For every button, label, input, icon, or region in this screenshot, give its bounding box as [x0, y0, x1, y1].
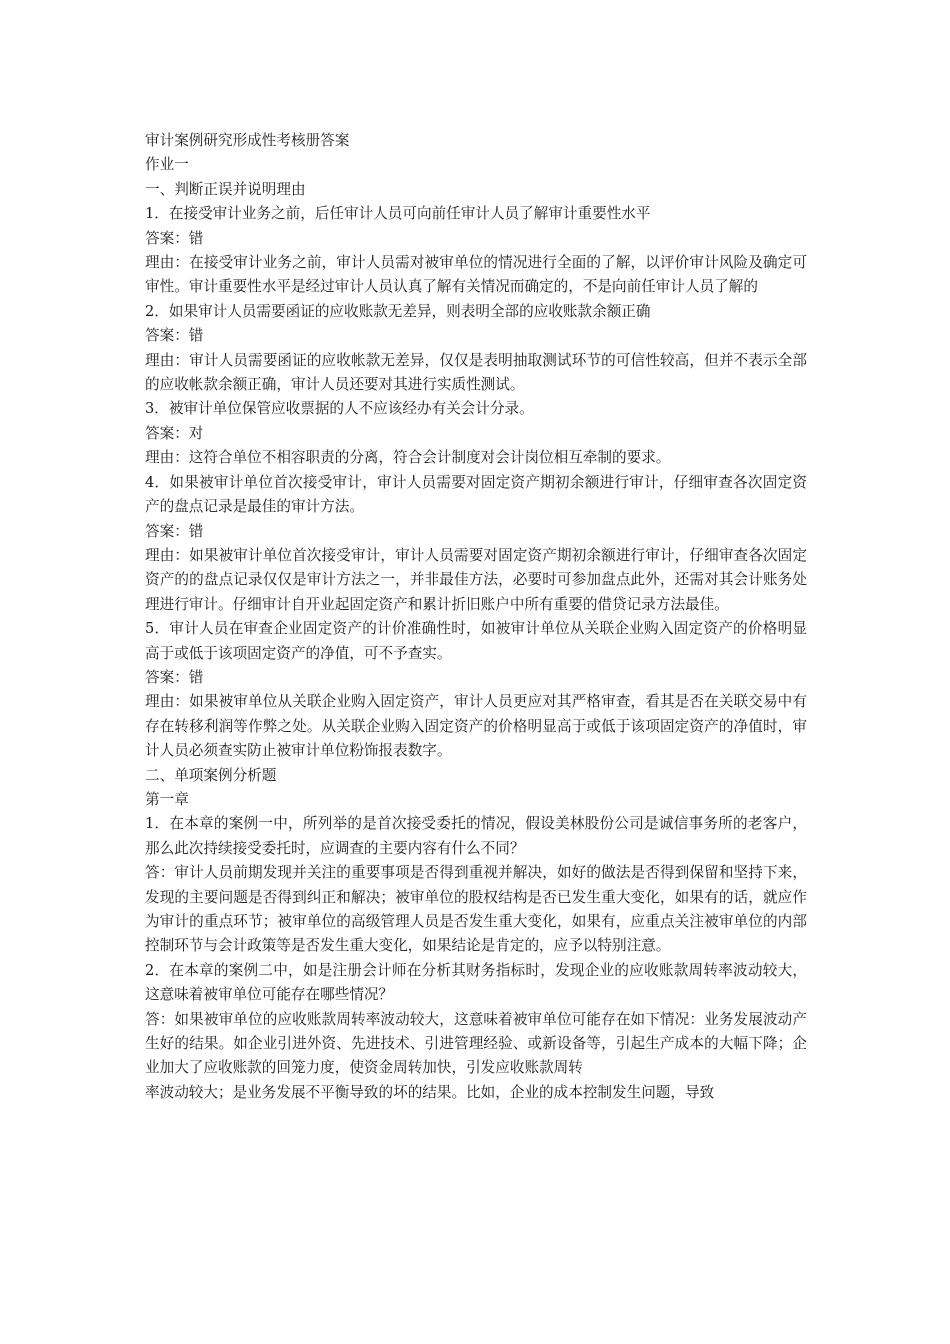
case-question-2: 2．在本章的案例二中，如是注册会计师在分析其财务指标时，发现企业的应收账款周转率波动较大，这意味着被审单位可能存在哪些情况？ [145, 961, 807, 1004]
answer-3: 答案：对 [145, 424, 204, 442]
assignment-heading: 作业一 [145, 156, 189, 174]
answer-5: 答案：错 [145, 668, 204, 686]
answer-2: 答案：错 [145, 327, 204, 345]
chapter-heading: 第一章 [145, 790, 189, 808]
question-3: 3．被审计单位保管应收票据的人不应该经办有关会计分录。 [145, 400, 534, 418]
document-title: 审计案例研究形成性考核册答案 [145, 132, 350, 149]
reason-4: 理由：如果被审计单位首次接受审计，审计人员需要对固定资产期初余额进行审计，仔细审查各次固定资产的的盘点记录仅仅是审计方法之一，并非最佳方法，必要时可参加盘点此外，还需对其会计账务处理进行审计。仔细审计自开业起固定资产和累计折旧账户中所有重要的借贷记录方法最佳。 [145, 546, 807, 613]
case-answer-1: 答：审计人员前期发现并关注的重要事项是否得到重视并解决，如好的做法是否得到保留和坚持下来，发现的主要问题是否得到纠正和解决；被审单位的股权结构是否已发生重大变化，如果有的话，就应作为审计的重点环节；被审单位的高级管理人员是否发生重大变化，如果有，应重点关注被审单位的内部控制环节与会计政策等是否发生重大变化，如果结论是肯定的，应予以特别注意。 [145, 864, 807, 955]
case-answer-2-continued: 率波动较大；是业务发展不平衡导致的坏的结果。比如，企业的成本控制发生问题，导致 [145, 1083, 715, 1101]
reason-2: 理由：审计人员需要函证的应收帐款无差异，仅仅是表明抽取测试环节的可信性较高，但并不表示全部的应收帐款余额正确，审计人员还要对其进行实质性测试。 [145, 351, 807, 394]
reason-5: 理由：如果被审单位从关联企业购入固定资产，审计人员更应对其严格审查，看其是否在关联交易中有存在转移利润等作弊之处。从关联企业购入固定资产的价格明显高于或低于该项固定资产的净值时，审计人员必须查实防止被审计单位粉饰报表数字。 [145, 693, 807, 760]
section-heading-case-analysis: 二、单项案例分析题 [145, 766, 277, 784]
section-heading-true-false: 一、判断正误并说明理由 [145, 180, 306, 198]
reason-3: 理由：这符合单位不相容职责的分离，符合会计制度对会计岗位相互牵制的要求。 [145, 449, 671, 467]
case-question-1: 1．在本章的案例一中，所列举的是首次接受委托的情况，假设美林股份公司是诚信事务所的老客户，那么此次持续接受委托时，应调查的主要内容有什么不同？ [145, 815, 807, 857]
question-5: 5．审计人员在审查企业固定资产的计价准确性时，如被审计单位从关联企业购入固定资产的价格明显高于或低于该项固定资产的净值，可不予查实。 [145, 620, 807, 662]
answer-1: 答案：错 [145, 229, 204, 247]
question-1: 1．在接受审计业务之前，后任审计人员可向前任审计人员了解审计重要性水平 [145, 205, 651, 223]
question-2: 2．如果审计人员需要函证的应收账款无差异，则表明全部的应收账款余额正确 [145, 302, 651, 320]
question-4: 4．如果被审计单位首次接受审计，审计人员需要对固定资产期初余额进行审计，仔细审查各次固定资产的盘点记录是最佳的审计方法。 [145, 473, 807, 516]
reason-1: 理由：在接受审计业务之前，审计人员需对被审单位的情况进行全面的了解，以评价审计风险及确定可审性。审计重要性水平是经过审计人员认真了解有关情况而确定的，不是向前任审计人员了解的 [145, 254, 807, 296]
document-body [145, 129, 807, 1105]
answer-4: 答案：错 [145, 522, 204, 540]
case-answer-2: 答：如果被审单位的应收账款周转率波动较大，这意味着被审单位可能存在如下情况：业务发展波动产生好的结果。如企业引进外资、先进技术、引进管理经验、或新设备等，引起生产成本的大幅下降；企业加大了应收账款的回笼力度，使资金周转加快，引发应收账款周转 [145, 1010, 807, 1077]
